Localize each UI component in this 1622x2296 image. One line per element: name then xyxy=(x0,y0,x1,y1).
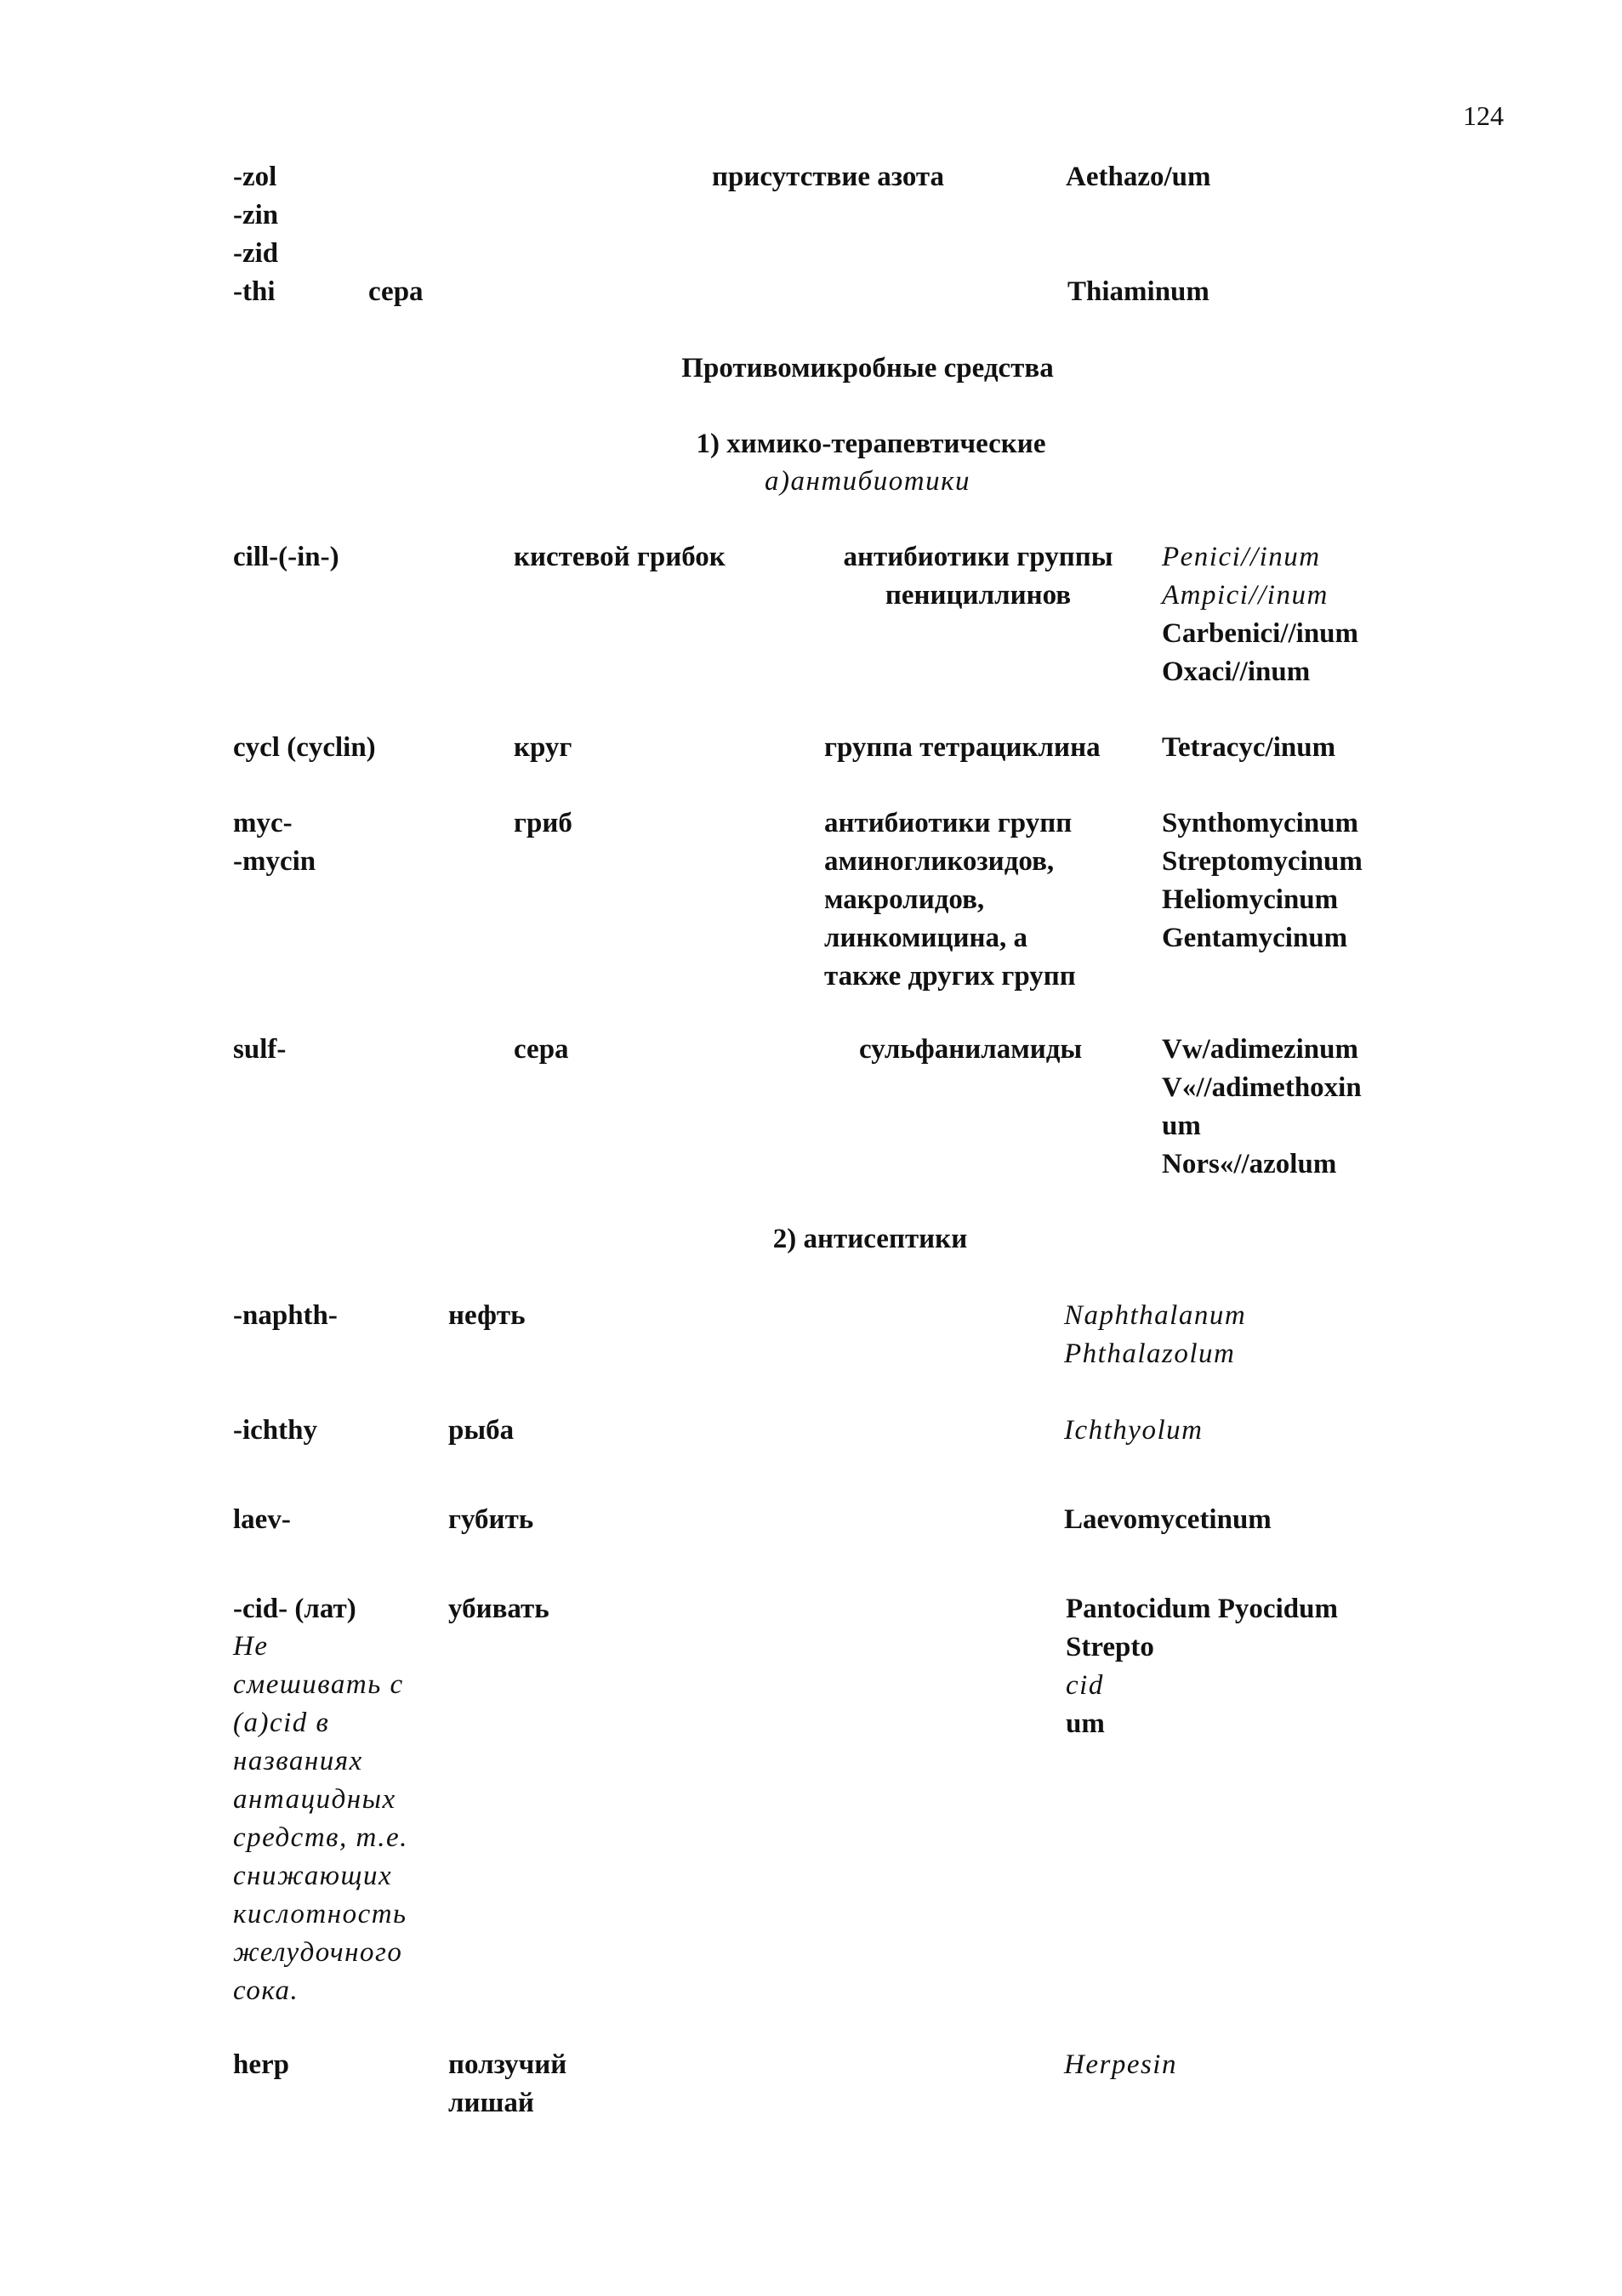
antiseptic-element-laev: laev- xyxy=(233,1504,291,1535)
streptocidum-example: Strepto cid um xyxy=(1066,1632,1154,1739)
antiseptic-meaning-cid: убивать xyxy=(448,1594,549,1624)
antibiotic-group-cycl: группа тетрациклина xyxy=(824,732,1101,763)
antibiotic-meaning-cycl: круг xyxy=(514,732,572,763)
antiseptic-example-laev: Laevomycetinum xyxy=(1064,1504,1272,1535)
antibiotic-group-sulf: сульфаниламиды xyxy=(859,1034,1083,1065)
antibiotic-element-myc: myc- -mycin xyxy=(233,808,316,877)
suffix-meaning: присутствие азота xyxy=(712,162,945,192)
antiseptic-element-cid: -cid- (лат) xyxy=(233,1594,356,1624)
subsection-1-heading: 1) химико-терапевтические xyxy=(696,429,1046,459)
antiseptic-element-ichthy: -ichthy xyxy=(233,1415,317,1446)
thi-element: -thi xyxy=(233,276,276,307)
antibiotic-meaning-cill: кистевой грибок xyxy=(514,542,726,572)
page-number: 124 xyxy=(1463,100,1504,131)
antibiotic-examples-myc: Synthomycinum Streptomycinum Heliomycinum Gentamycinum xyxy=(1162,808,1363,953)
antiseptic-example-ichthy: Ichthyolum xyxy=(1064,1415,1204,1446)
antiseptic-example-herp: Herpesin xyxy=(1064,2049,1177,2080)
section-title: Противомикробные средства xyxy=(681,353,1054,384)
antibiotic-group-cill: антибиотики группы пенициллинов xyxy=(843,542,1113,611)
suffix-example: Aethazo/um xyxy=(1066,162,1211,192)
thi-example: Thiaminum xyxy=(1067,276,1209,307)
antibiotic-element-cill: cill-(-in-) xyxy=(233,542,339,572)
subsection-2-heading: 2) антисептики xyxy=(772,1224,968,1254)
suffix-zin: -zin xyxy=(233,200,279,230)
antiseptic-meaning-ichthy: рыба xyxy=(448,1415,515,1446)
antiseptic-note-cid: Не смешивать с (а)cid в названиях антацидных средств, т.е. снижающих кислотность желудочного сока. xyxy=(233,1631,408,2006)
antibiotic-meaning-myc: гриб xyxy=(514,808,572,838)
antibiotic-element-sulf: sulf- xyxy=(233,1034,287,1065)
thi-meaning: сера xyxy=(368,276,424,307)
subsection-1a-heading: а)антибиотики xyxy=(764,466,971,497)
antibiotic-group-myc: антибиотики групп аминогликозидов, макролидов, линкомицина, а также других групп xyxy=(824,808,1076,992)
antiseptic-meaning-laev: губить xyxy=(448,1504,534,1535)
antibiotic-meaning-sulf: сера xyxy=(514,1034,569,1065)
antiseptic-examples-naphth: Naphthalanum Phthalazolum xyxy=(1064,1300,1247,1369)
antiseptic-meaning-herp: ползучий лишай xyxy=(448,2049,567,2118)
antiseptic-meaning-naphth: нефть xyxy=(448,1300,526,1331)
antibiotic-element-cycl: cycl (cyclin) xyxy=(233,732,376,763)
antibiotic-examples-cill: Penici//inum Ampici//inum Carbenici//inum Oxaci//inum xyxy=(1162,542,1359,687)
antibiotic-example-cycl: Tetracyc/inum xyxy=(1162,732,1336,763)
suffix-zol: -zol xyxy=(233,162,277,192)
antiseptic-element-herp: herp xyxy=(233,2049,289,2080)
antiseptic-element-naphth: -naphth- xyxy=(233,1300,338,1331)
antibiotic-examples-sulf: Vw/adimezinum V«//adimethoxin um Nors«//azolum xyxy=(1162,1034,1362,1179)
suffix-list xyxy=(233,158,278,273)
antiseptic-examples-cid: Pantocidum Pyocidum Strepto cid um xyxy=(1066,1590,1338,1743)
suffix-zid: -zid xyxy=(233,238,279,269)
